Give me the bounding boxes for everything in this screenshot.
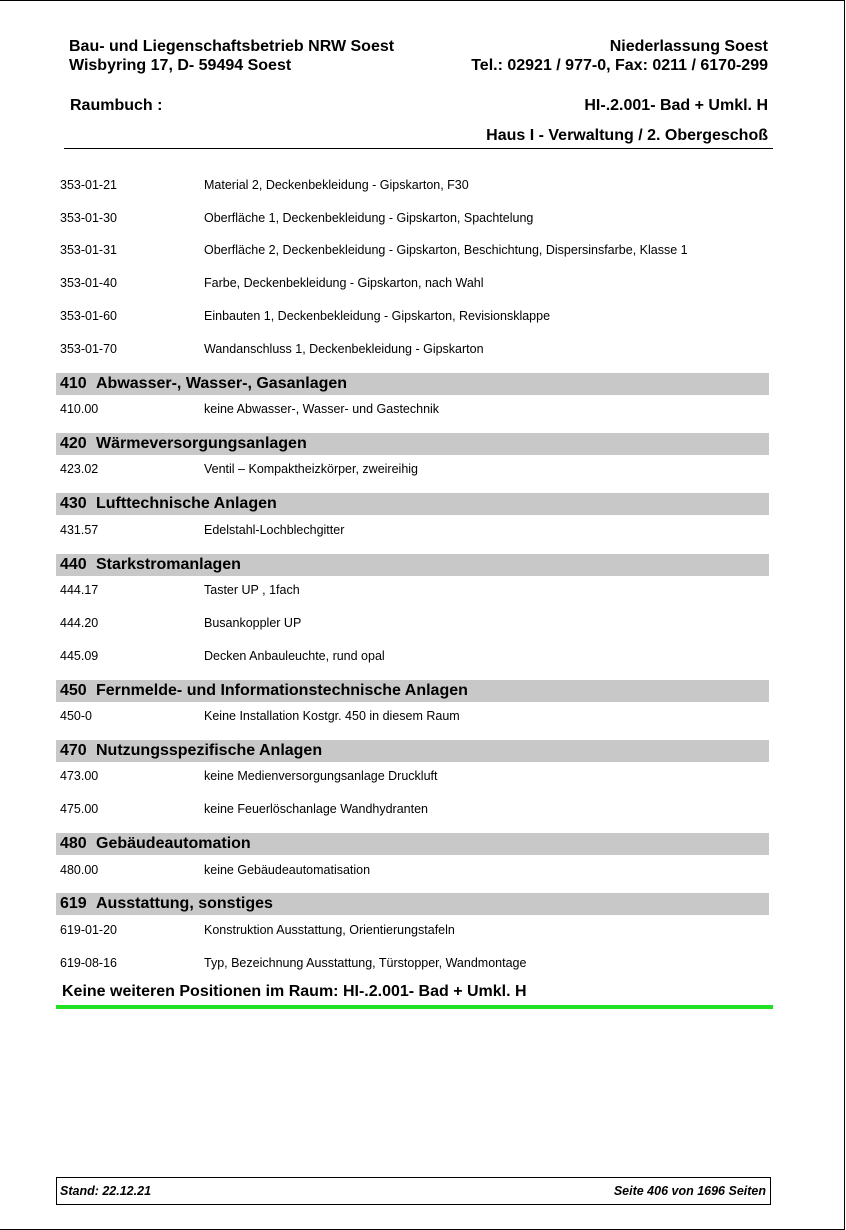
- list-item: [60, 861, 769, 879]
- list-item: [60, 176, 769, 194]
- list-item: [60, 800, 769, 818]
- item-code: 450-0: [60, 709, 92, 723]
- contact-info: Tel.: 02921 / 977-0, Fax: 0211 / 6170-299: [471, 57, 768, 74]
- item-description: keine Feuerlöschanlage Wandhydranten: [204, 802, 428, 816]
- section-title: Wärmeversorgungsanlagen: [96, 435, 307, 452]
- item-description: Edelstahl-Lochblechgitter: [204, 523, 345, 537]
- item-code: 410.00: [60, 402, 99, 416]
- end-note: Keine weiteren Positionen im Raum: HI-.2.001- Bad + Umkl. H: [62, 983, 527, 1000]
- item-code: 353-01-31: [60, 243, 117, 257]
- section-title: Ausstattung, sonstiges: [96, 895, 273, 912]
- footer: [56, 1177, 771, 1205]
- section-title: Lufttechnische Anlagen: [96, 495, 277, 512]
- item-code: 353-01-21: [60, 178, 117, 192]
- section-number: 450: [60, 682, 87, 699]
- section-number: 420: [60, 435, 87, 452]
- section-number: 410: [60, 375, 87, 392]
- list-item: [60, 274, 769, 292]
- item-code: 475.00: [60, 802, 99, 816]
- item-description: Keine Installation Kostgr. 450 in diesem Raum: [204, 709, 460, 723]
- item-code: 480.00: [60, 863, 99, 877]
- item-description: Decken Anbauleuchte, rund opal: [204, 649, 385, 663]
- item-code: 431.57: [60, 523, 99, 537]
- item-description: Material 2, Deckenbekleidung - Gipskarton, F30: [204, 178, 469, 192]
- section-header: [56, 680, 769, 702]
- section-header: [56, 893, 769, 915]
- footer-stand: Stand: 22.12.21: [60, 1184, 152, 1198]
- section-number: 619: [60, 895, 87, 912]
- item-code: 353-01-30: [60, 211, 117, 225]
- section-header: [56, 554, 769, 576]
- item-description: Farbe, Deckenbekleidung - Gipskarton, nach Wahl: [204, 276, 484, 290]
- list-item: [60, 921, 769, 939]
- item-description: Konstruktion Ausstattung, Orientierungstafeln: [204, 923, 455, 937]
- list-item: [60, 209, 769, 227]
- item-code: 444.17: [60, 583, 99, 597]
- doc-label: Raumbuch :: [70, 97, 163, 114]
- list-item: [60, 581, 769, 599]
- list-item: [60, 307, 769, 325]
- list-item: [60, 340, 769, 358]
- list-item: [60, 954, 769, 972]
- building-floor: Haus I - Verwaltung / 2. Obergeschoß: [486, 127, 768, 144]
- item-description: Einbauten 1, Deckenbekleidung - Gipskarton, Revisionsklappe: [204, 309, 551, 323]
- section-number: 470: [60, 742, 87, 759]
- branch-name: Niederlassung Soest: [609, 38, 768, 55]
- list-item: [60, 707, 769, 725]
- item-code: 423.02: [60, 462, 99, 476]
- section-title: Gebäudeautomation: [96, 835, 251, 852]
- org-name: Bau- und Liegenschaftsbetrieb NRW Soest: [69, 38, 395, 55]
- item-description: Busankoppler UP: [204, 616, 302, 630]
- section-number: 430: [60, 495, 87, 512]
- item-code: 444.20: [60, 616, 99, 630]
- item-code: 353-01-60: [60, 309, 117, 323]
- item-description: Taster UP , 1fach: [204, 583, 300, 597]
- section-header: [56, 493, 769, 515]
- item-description: Typ, Bezeichnung Ausstattung, Türstopper, Wandmontage: [204, 956, 527, 970]
- list-item: [60, 647, 769, 665]
- item-code: 619-01-20: [60, 923, 117, 937]
- list-item: [60, 614, 769, 632]
- item-code: 619-08-16: [60, 956, 117, 970]
- item-description: keine Gebäudeautomatisation: [204, 863, 371, 877]
- section-header: [56, 833, 769, 855]
- section-title: Abwasser-, Wasser-, Gasanlagen: [96, 375, 348, 392]
- list-item: [60, 460, 769, 478]
- section-header: [56, 373, 769, 395]
- item-description: keine Abwasser-, Wasser- und Gastechnik: [204, 402, 440, 416]
- list-item: [60, 241, 769, 259]
- room-id: HI-.2.001- Bad + Umkl. H: [584, 97, 768, 114]
- item-description: Ventil – Kompaktheizkörper, zweireihig: [204, 462, 419, 476]
- item-description: keine Medienversorgungsanlage Druckluft: [204, 769, 438, 783]
- header-rule: [64, 148, 773, 149]
- list-item: [60, 521, 769, 539]
- org-address: Wisbyring 17, D- 59494 Soest: [69, 57, 292, 74]
- item-code: 353-01-70: [60, 342, 117, 356]
- item-description: Oberfläche 1, Deckenbekleidung - Gipskarton, Spachtelung: [204, 211, 534, 225]
- list-item: [60, 767, 769, 785]
- item-code: 473.00: [60, 769, 99, 783]
- section-title: Starkstromanlagen: [96, 556, 241, 573]
- end-rule: [56, 1005, 773, 1009]
- list-item: [60, 400, 769, 418]
- section-header: [56, 740, 769, 762]
- item-code: 445.09: [60, 649, 99, 663]
- footer-page: Seite 406 von 1696 Seiten: [613, 1184, 766, 1198]
- item-code: 353-01-40: [60, 276, 117, 290]
- item-description: Oberfläche 2, Deckenbekleidung - Gipskarton, Beschichtung, Dispersinsfarbe, Klasse 1: [204, 243, 688, 257]
- section-title: Nutzungsspezifische Anlagen: [96, 742, 323, 759]
- section-number: 440: [60, 556, 87, 573]
- section-header: [56, 433, 769, 455]
- section-number: 480: [60, 835, 87, 852]
- item-description: Wandanschluss 1, Deckenbekleidung - Gipskarton: [204, 342, 484, 356]
- section-title: Fernmelde- und Informationstechnische Anlagen: [96, 682, 468, 699]
